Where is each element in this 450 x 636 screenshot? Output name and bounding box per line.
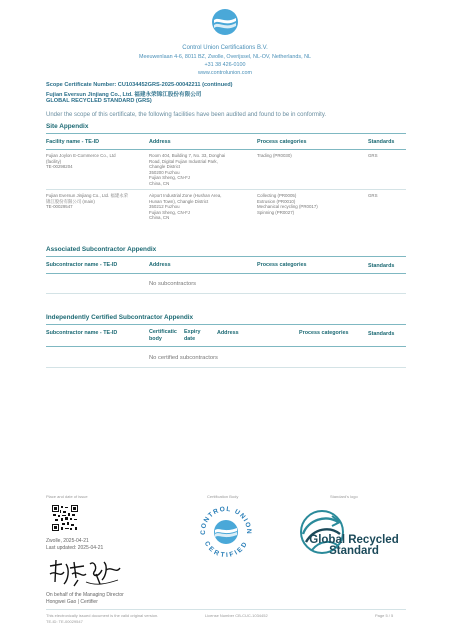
table-row — [46, 193, 148, 210]
divider — [46, 367, 406, 368]
scope-certificate-number: Scope Certificate Number: CU1034452GRS-2025-00042211 (continued) — [46, 82, 233, 88]
address-line: Changle District — [149, 164, 180, 170]
address-line: 350212 Fuzhou — [149, 204, 180, 210]
address-line: Airport Industrial Zone (Hushan Area, — [149, 193, 222, 198]
header-line: Certificatic — [149, 329, 177, 335]
issue-place-date: Zwolle, 2025-04-21 — [46, 538, 89, 544]
header-line: Expiry — [184, 329, 201, 335]
qr-code — [52, 505, 78, 531]
col-address: Address — [149, 262, 171, 268]
certifier-name: Hongwei Gao | Certifier — [46, 599, 98, 605]
facility-te-id: TE-00298204 — [46, 164, 73, 170]
facility-standard: GRS — [368, 153, 378, 158]
grs-logo-text — [306, 535, 402, 557]
grs-line-1: Global Recycled — [309, 534, 399, 546]
address-line: China, CN — [149, 215, 170, 221]
electronic-note: This electronically issued document is the valid original version. — [46, 613, 159, 618]
address-line: China, CN — [149, 180, 170, 186]
independent-appendix-title: Independently Certified Subcontractor Appendix — [46, 314, 194, 321]
divider — [46, 149, 406, 150]
col-process: Process categories — [257, 139, 307, 145]
process-item: Extrusion (PR0010) — [257, 198, 296, 204]
col-facility: Facility name - TE-ID — [46, 139, 100, 145]
no-certified-subcontractors-text: No certified subcontractors — [149, 355, 218, 361]
control-union-logo — [211, 8, 239, 36]
address-line: 350200 Fuzhou — [149, 169, 180, 175]
signature — [46, 556, 122, 588]
facility-name: Fujian Eversun Jinjiang Co., Ltd. 福建永荣 — [46, 193, 128, 198]
header-line: body — [149, 336, 162, 342]
facility-type: (facility) — [46, 158, 62, 164]
license-number: License Number CB-CUC-1034452 — [205, 613, 268, 618]
no-subcontractors-text: No subcontractors — [149, 281, 197, 287]
facility-process — [257, 193, 362, 215]
footer-te-id: TE-ID: TE-00029547 — [46, 619, 83, 624]
scope-standard: GLOBAL RECYCLED STANDARD (GRS) — [46, 98, 152, 104]
col-address: Address — [149, 139, 171, 145]
org-address: Meeuwenlaan 4-6, 8011 BZ, Zwolle, Overijssel, NL-OV, Netherlands, NL — [139, 54, 311, 60]
certification-body-label: Certification Body — [207, 494, 239, 499]
col-expiry-date — [184, 329, 200, 343]
col-standards: Standards — [368, 139, 395, 145]
col-standards: Standards — [368, 263, 395, 269]
intro-text: Under the scope of this certificate, the following facilities have been audited and found to be in conformity. — [46, 112, 327, 118]
seal-text-bottom: CERTIFIED — [202, 540, 250, 560]
col-process: Process categories — [257, 262, 307, 268]
col-address: Address — [217, 330, 239, 336]
org-phone: +31 38 426-0100 — [204, 62, 246, 68]
seal-text-top: CONTROL UNION — [199, 505, 253, 535]
address-line: Fujian Sheng, CN-FJ — [149, 175, 190, 181]
divider — [46, 293, 406, 294]
header-line: date — [184, 336, 196, 342]
col-subcontractor: Subcontractor name - TE-ID — [46, 262, 118, 268]
divider — [46, 609, 406, 610]
divider — [46, 324, 406, 325]
org-name: Control Union Certifications B.V. — [182, 45, 268, 51]
process-item: Trading (PR0030) — [257, 153, 292, 158]
col-certification-body — [149, 329, 177, 343]
on-behalf-text: On behalf of the Managing Director — [46, 592, 124, 598]
facility-address — [149, 153, 253, 187]
facility-te-id: TE-00029547 — [46, 204, 73, 210]
grs-line-2: Standard — [329, 545, 379, 557]
divider — [46, 273, 406, 274]
org-website: www.controlunion.com — [198, 70, 252, 76]
process-item: Collecting (PR0005) — [257, 193, 297, 198]
address-line: Fujian Sheng, CN-FJ — [149, 209, 190, 215]
col-standards: Standards — [368, 331, 395, 337]
divider — [46, 189, 406, 190]
standard-logo-label: Standard's logo — [330, 494, 358, 499]
control-union-certified-seal — [196, 502, 256, 562]
table-row — [46, 153, 146, 170]
divider — [46, 133, 406, 134]
facility-name: Fujian Joylon E-Commerce Co., Ltd — [46, 153, 116, 158]
place-date-label: Place and date of issue — [46, 494, 88, 499]
address-line: Hunan Town), Changle District — [149, 198, 209, 204]
last-updated: Last updated: 2025-04-21 — [46, 545, 104, 551]
divider — [46, 346, 406, 347]
process-item: Mechanical recycling (PR0017) — [257, 204, 318, 210]
facility-process — [257, 153, 362, 159]
col-process: Process categories — [299, 330, 349, 336]
facility-standard: GRS — [368, 193, 378, 198]
page-number: Page 5 / 5 — [375, 613, 394, 618]
col-subcontractor: Subcontractor name - TE-ID — [46, 330, 118, 336]
facility-address — [149, 193, 253, 221]
site-appendix-title: Site Appendix — [46, 123, 89, 130]
facility-type: 锦江股份有限公司 (main) — [46, 198, 95, 204]
address-line: Road, Digital Fujian Industrial Park, — [149, 158, 218, 164]
divider — [46, 256, 406, 257]
process-item: Spinning (PR0027) — [257, 209, 295, 215]
scope-company-name: Fujian Eversun Jinjiang Co., Ltd. 福建永荣锦江股份有限公司 — [46, 92, 202, 98]
associated-appendix-title: Associated Subcontractor Appendix — [46, 246, 157, 253]
address-line: Room 404, Building 7, No. 33, Donghai — [149, 153, 226, 158]
